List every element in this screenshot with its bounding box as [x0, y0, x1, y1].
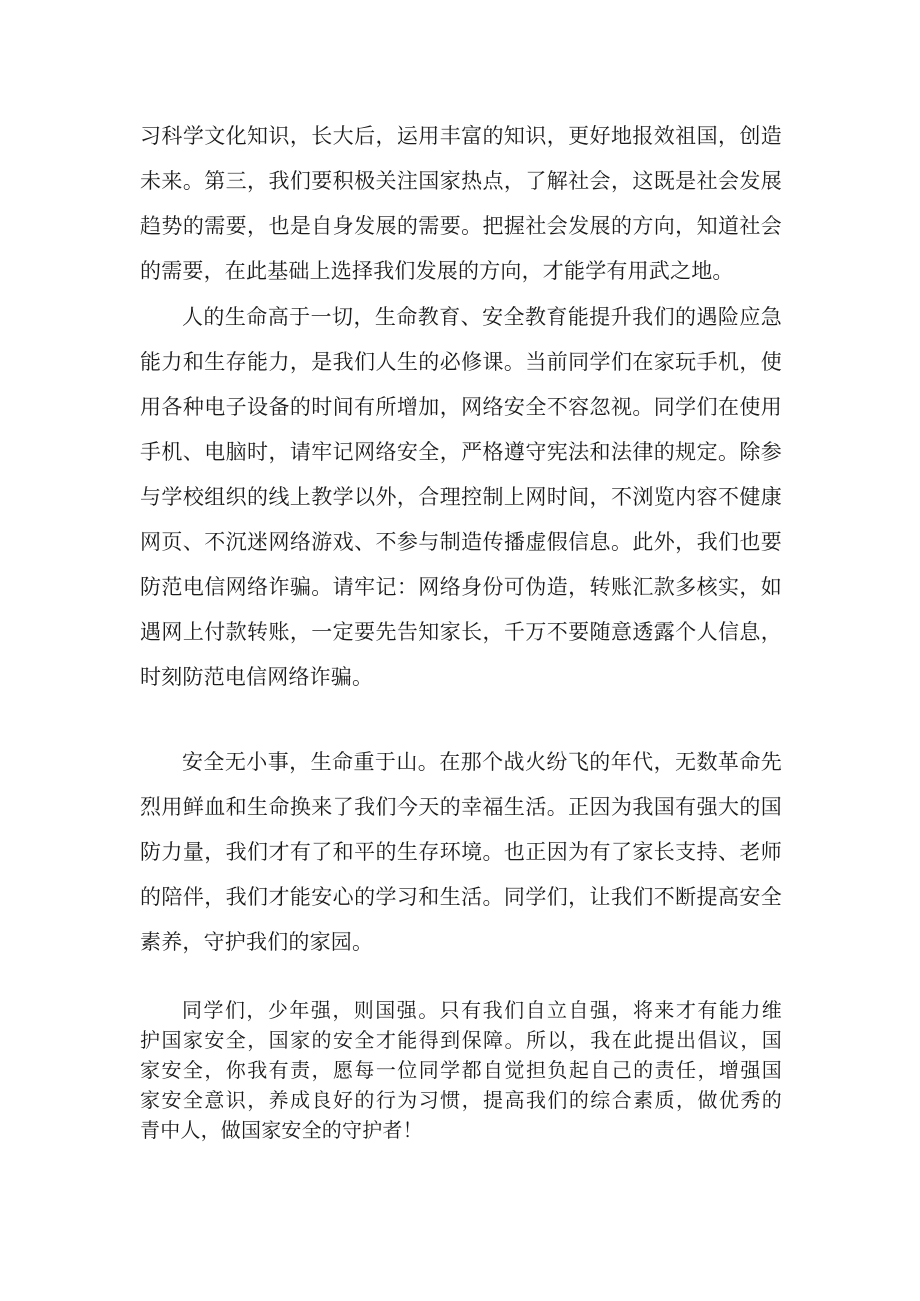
- paragraph-line: 习科学文化知识，长大后，运用丰富的知识，更好地报效祖国，创造: [140, 124, 782, 148]
- paragraph-line: 防范电信网络诈骗。请牢记：网络身份可伪造，转账汇款多核实，如: [140, 575, 782, 599]
- paragraph-line: 烈用鲜血和生命换来了我们今天的幸福生活。正因为我国有强大的国: [140, 795, 782, 819]
- paragraph-line: 遇网上付款转账，一定要先告知家长，千万不要随意透露个人信息，: [140, 620, 782, 644]
- paragraph-line: 时刻防范电信网络诈骗。: [140, 665, 374, 689]
- paragraph-1: [140, 114, 782, 294]
- paragraph-line: 手机、电脑时，请牢记网络安全，严格遵守宪法和法律的规定。除参: [140, 440, 782, 464]
- paragraph-3: [140, 740, 782, 965]
- paragraph-line: 的需要，在此基础上选择我们发展的方向，才能学有用武之地。: [140, 259, 734, 283]
- paragraph-line: 防力量，我们才有了和平的生存环境。也正因为有了家长支持、老师: [140, 840, 782, 864]
- paragraph-line: 素养，守护我们的家园。: [140, 930, 374, 954]
- paragraph-line: 家安全意识，养成良好的行为习惯，提高我们的综合素质，做优秀的: [140, 1088, 782, 1112]
- paragraph-line: 趋势的需要，也是自身发展的需要。把握社会发展的方向，知道社会: [140, 214, 782, 238]
- paragraph-line: 青中人，做国家安全的守护者！: [140, 1118, 423, 1142]
- paragraph-2: [140, 295, 782, 700]
- paragraph-line: 网页、不沉迷网络游戏、不参与制造传播虚假信息。此外，我们也要: [140, 530, 782, 554]
- paragraph-line: 未来。第三，我们要积极关注国家热点，了解社会，这既是社会发展: [140, 169, 782, 193]
- paragraph-line: 家安全，你我有责，愿每一位同学都自觉担负起自己的责任，增强国: [140, 1058, 782, 1082]
- paragraph-line: 护国家安全，国家的安全才能得到保障。所以，我在此提出倡议，国: [140, 1028, 782, 1052]
- paragraph-line: 安全无小事，生命重于山。在那个战火纷飞的年代，无数革命先: [182, 750, 782, 774]
- paragraph-line: 同学们，少年强，则国强。只有我们自立自强，将来才有能力维: [182, 998, 782, 1022]
- paragraph-line: 与学校组织的线上教学以外，合理控制上网时间，不浏览内容不健康: [140, 485, 782, 509]
- paragraph-line: 能力和生存能力，是我们人生的必修课。当前同学们在家玩手机，使: [140, 350, 782, 374]
- paragraph-line: 人的生命高于一切，生命教育、安全教育能提升我们的遇险应急: [182, 305, 782, 329]
- paragraph-4: [140, 995, 782, 1145]
- paragraph-line: 的陪伴，我们才能安心的学习和生活。同学们，让我们不断提高安全: [140, 885, 782, 909]
- paragraph-line: 用各种电子设备的时间有所增加，网络安全不容忽视。同学们在使用: [140, 395, 782, 419]
